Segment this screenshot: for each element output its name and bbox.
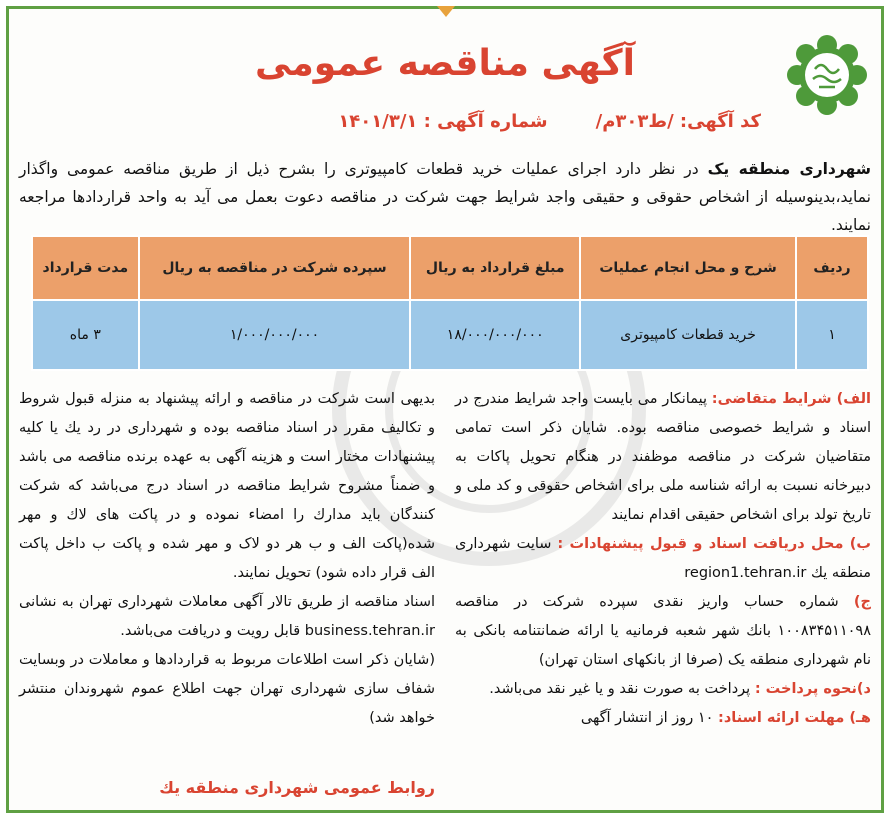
condition-a-text: پیمانکار می بایست واجد شرایط مندرج در اسناد و شرایط خصوصی مناقصه بوده. شایان ذکر است تمامی متقاضیان شرکت در مناقصه موظفند در هنگام تحویل پاکات به دبیرخانه نسبت به ارائه شناسه ملی برای اشخاص حقوقی و کد ملی و تاریخ تولد برای اشخاص حقیقی اقدام نمایند (455, 391, 871, 523)
documents-access-paragraph: اسناد مناقصه از طریق تالار آگهی معاملات شهرداری تهران به نشانی business.tehran.ir قابل رویت و دریافت می‌باشد. (19, 594, 435, 639)
condition-c-text: شماره حساب واریز نقدی سپرده شرکت در مناقصه ۱۰۰۸۳۴۵۱۱۰۹۸ بانك شهر شعبه فرمانیه یا ارائه ضمانتنامه بانکی به نام شهرداری منطقه یک (صرفا از بانکهای استان تهران) (455, 594, 871, 668)
general-terms-paragraph: بدیهی است شرکت در مناقصه و ارائه پیشنهاد به منزله قبول شروط و تکالیف مقرر در اسناد مناقصه بوده و شهرداری در رد یك یا کلیه پیشنهادات مختار است و هزینه آگهی به عهده برنده مناقصه می باشد و ضمناً مشروح شرایط مناقصه در اسناد درج می‌باشد که شرکت کنندگان باید مدارك را امضاء نموده و در پاکت های لاك و مهر شده(پاکت الف و ب هر دو لاک و مهر شده و پاکت ب داخل پاکت الف قرار داده شود) تحویل نمایند. (19, 391, 435, 581)
conditions-right-column (455, 385, 871, 733)
col-header-description: شرح و محل انجام عملیات (580, 236, 796, 300)
cell-row-number: ۱ (796, 300, 868, 370)
condition-c-label: ج) (853, 594, 871, 610)
municipality-logo-icon (787, 35, 867, 115)
ad-code-line (338, 111, 761, 132)
advertisement-page (6, 6, 884, 813)
ad-code: کد آگهی: /ط۳۰۳م/ (595, 111, 761, 132)
condition-d (455, 675, 871, 704)
page-title: آگهی مناقصه عمومی (255, 43, 635, 84)
col-header-contract-amount: مبلغ قرارداد به ریال (410, 236, 580, 300)
public-relations-signature: روابط عمومی شهرداری منطقه یك (159, 778, 435, 797)
table-row (32, 300, 868, 370)
condition-a-label: الف) شرایط متقاضی: (711, 391, 871, 407)
condition-e (455, 704, 871, 733)
condition-b-text: سایت شهرداری منطقه یك region1.tehran.ir (455, 536, 871, 581)
condition-d-text: پرداخت به صورت نقد و یا غیر نقد می‌باشد. (489, 681, 755, 697)
organization-name: شهرداری منطقه یک (707, 160, 872, 178)
intro-paragraph (19, 155, 871, 239)
condition-e-label: هـ) مهلت ارائه اسناد: (718, 710, 871, 726)
cell-deposit: ۱/۰۰۰/۰۰۰/۰۰۰ (139, 300, 411, 370)
cell-duration: ۳ ماه (32, 300, 139, 370)
cell-contract-amount: ۱۸/۰۰۰/۰۰۰/۰۰۰ (410, 300, 580, 370)
condition-a (455, 385, 871, 530)
condition-b (455, 530, 871, 588)
conditions-section (19, 385, 871, 797)
tender-table (31, 235, 869, 371)
col-header-deposit: سپرده شرکت در مناقصه به ریال (139, 236, 411, 300)
top-notch-marker (437, 6, 455, 17)
condition-b-label: ب) محل دریافت اسناد و قبول پیشنهادات : (557, 536, 871, 552)
ad-number: شماره آگهی : ۱۴۰۱/۳/۱ (338, 111, 548, 132)
table-header-row (32, 236, 868, 300)
intro-text: در نظر دارد اجرای عملیات خرید قطعات کامپیوتری را بشرح ذیل از طریق مناقصه عمومی واگذار نماید،بدینوسیله از اشخاص حقوقی و حقیقی واجد شرایط جهت شرکت در مناقصه دعوت بعمل می آید به واحد قراردادها مراجعه نمایند. (19, 160, 871, 234)
condition-c (455, 588, 871, 675)
condition-d-label: د)نحوه پرداخت : (754, 681, 871, 697)
col-header-duration: مدت قرارداد (32, 236, 139, 300)
transparency-note-paragraph: (شایان ذکر است اطلاعات مربوط به قراردادها و معاملات در وبسایت شفاف سازی شهرداری تهران جهت اطلاع عموم شهروندان منتشر خواهد شد) (19, 652, 435, 726)
condition-e-text: ۱۰ روز از انتشار آگهی (580, 710, 719, 726)
conditions-left-column (19, 385, 435, 797)
cell-description: خرید قطعات کامپیوتری (580, 300, 796, 370)
col-header-row-number: ردیف (796, 236, 868, 300)
